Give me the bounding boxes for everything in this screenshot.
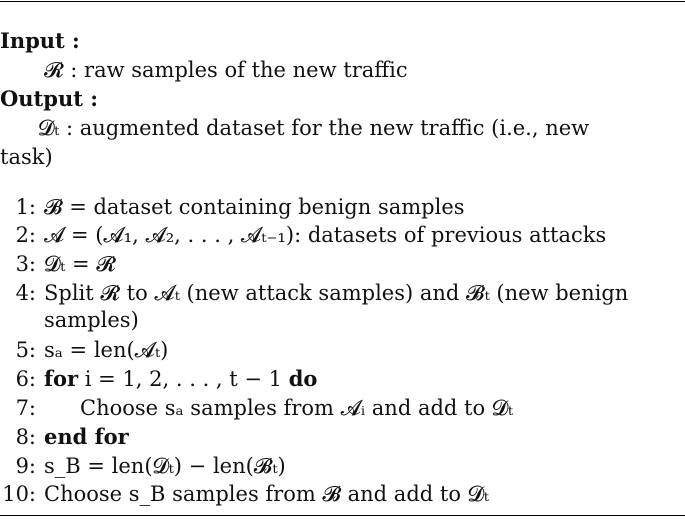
step-text: Split 𝓡 to 𝓐ₜ (new attack samples) and 𝓑ₜ (new benign (44, 281, 629, 305)
algorithm-step-3 (0, 251, 116, 277)
algorithm-step-9 (0, 453, 286, 479)
algorithm-step-2 (0, 222, 606, 248)
algorithm-step-1 (0, 194, 465, 220)
output-description-line2: task) (0, 145, 53, 169)
keyword-end-for: end for (44, 424, 129, 449)
step-number: 8: (15, 425, 36, 449)
step-number: 5: (15, 338, 36, 362)
step-text: s_B = len(𝓓ₜ) − len(𝓑ₜ) (44, 454, 286, 478)
step-text: Choose sₐ samples from 𝓐ᵢ and add to 𝓓ₜ (80, 396, 514, 420)
algorithm-step-4-continuation (44, 307, 139, 333)
step-number: 9: (15, 454, 36, 478)
keyword-for: for (44, 366, 79, 391)
step-text: 𝓐 = (𝓐₁, 𝓐₂, . . . , 𝓐ₜ₋₁): datasets of previous attacks (44, 223, 607, 247)
step-number: 2: (15, 223, 36, 247)
algorithm-step-10 (0, 481, 489, 507)
algorithm-step-4 (0, 280, 628, 306)
bottom-rule (0, 515, 685, 516)
step-number: 7: (15, 396, 36, 420)
output-label: Output : (0, 86, 98, 111)
step-text: 𝓓ₜ = 𝓡 (44, 252, 116, 276)
keyword-do: do (288, 366, 318, 391)
top-rule (0, 1, 685, 2)
step-text: samples) (44, 308, 139, 332)
algorithm-step-6 (0, 366, 317, 392)
step-number: 4: (15, 281, 36, 305)
algorithm-step-7 (0, 395, 513, 421)
step-number: 1: (15, 195, 36, 219)
step-number: 6: (15, 367, 36, 391)
step-text: i = 1, 2, . . . , t − 1 (78, 367, 289, 391)
step-text: sₐ = len(𝓐ₜ) (44, 338, 169, 362)
step-text: 𝓑 = dataset containing benign samples (44, 195, 465, 219)
algorithm-step-5 (0, 337, 168, 363)
input-label: Input : (0, 28, 80, 53)
step-number: 3: (15, 252, 36, 276)
step-number: 10: (2, 482, 36, 506)
input-description: 𝓡 : raw samples of the new traffic (44, 58, 408, 82)
algorithm-step-8 (0, 424, 129, 450)
step-text: Choose s_B samples from 𝓑 and add to 𝓓ₜ (44, 482, 489, 506)
output-description-line1: 𝓓ₜ : augmented dataset for the new traffic (i.e., new (38, 116, 590, 140)
